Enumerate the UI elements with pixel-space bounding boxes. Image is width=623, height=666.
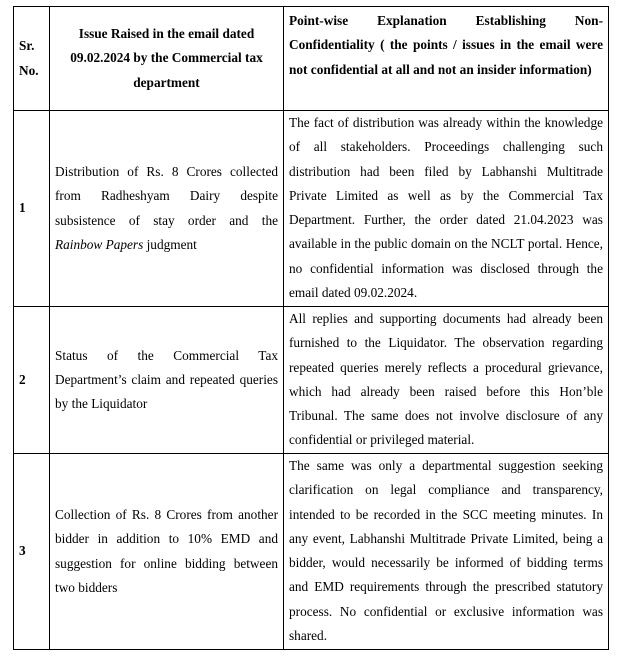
row-issue: Status of the Commercial Tax Department’s claim and repeated queries by the Liquidator: [50, 307, 284, 454]
row-explanation: All replies and supporting documents had already been furnished to the Liquidator. The observation regarding repeated queries merely reflects a procedural grievance, which had already been raised before this Hon’ble Tribunal. The same does not involve disclosure of any confidential or privileged material.: [284, 307, 609, 454]
table-row: [14, 454, 609, 650]
row-issue: Collection of Rs. 8 Crores from another bidder in addition to 10% EMD and suggestion for online bidding between two bidders: [50, 454, 284, 650]
row-explanation: The fact of distribution was already within the knowledge of all stakeholders. Proceedings challenging such distribution had been filed by Labhanshi Multitrade Private Limited as well as by the Commercial Tax Department. Further, the order dated 21.04.2023 was available in the public domain on the NCLT portal. Hence, no confidential information was disclosed through the email dated 09.02.2024.: [284, 111, 609, 307]
table-row: [14, 111, 609, 307]
header-issue: Issue Raised in the email dated 09.02.2024 by the Commercial tax department: [50, 7, 284, 111]
table-header-row: [14, 7, 609, 111]
header-explanation: Point-wise Explanation Establishing Non-Confidentiality ( the points / issues in the email were not confidential at all and not an insider information): [284, 7, 609, 111]
row-issue-text: Distribution of Rs. 8 Crores collected from Radheshyam Dairy despite subsistence of stay order and the: [55, 163, 278, 228]
header-sr-no: Sr. No.: [14, 7, 50, 111]
row-issue-case-name: Rainbow Papers: [55, 236, 144, 252]
row-explanation: The same was only a departmental suggestion seeking clarification on legal compliance and transparency, intended to be recorded in the SCC meeting minutes. In any event, Labhanshi Multitrade Private Limited, being a bidder, would necessarily be informed of bidding terms and EMD requirements through the prescribed statutory process. No confidential or exclusive information was shared.: [284, 454, 609, 650]
table-row: [14, 307, 609, 454]
row-issue-text-end: judgment: [143, 236, 197, 252]
issues-table: [13, 6, 609, 650]
row-sr-number: 3: [14, 454, 50, 650]
row-sr-number: 2: [14, 307, 50, 454]
row-sr-number: 1: [14, 111, 50, 307]
row-issue: [50, 111, 284, 307]
